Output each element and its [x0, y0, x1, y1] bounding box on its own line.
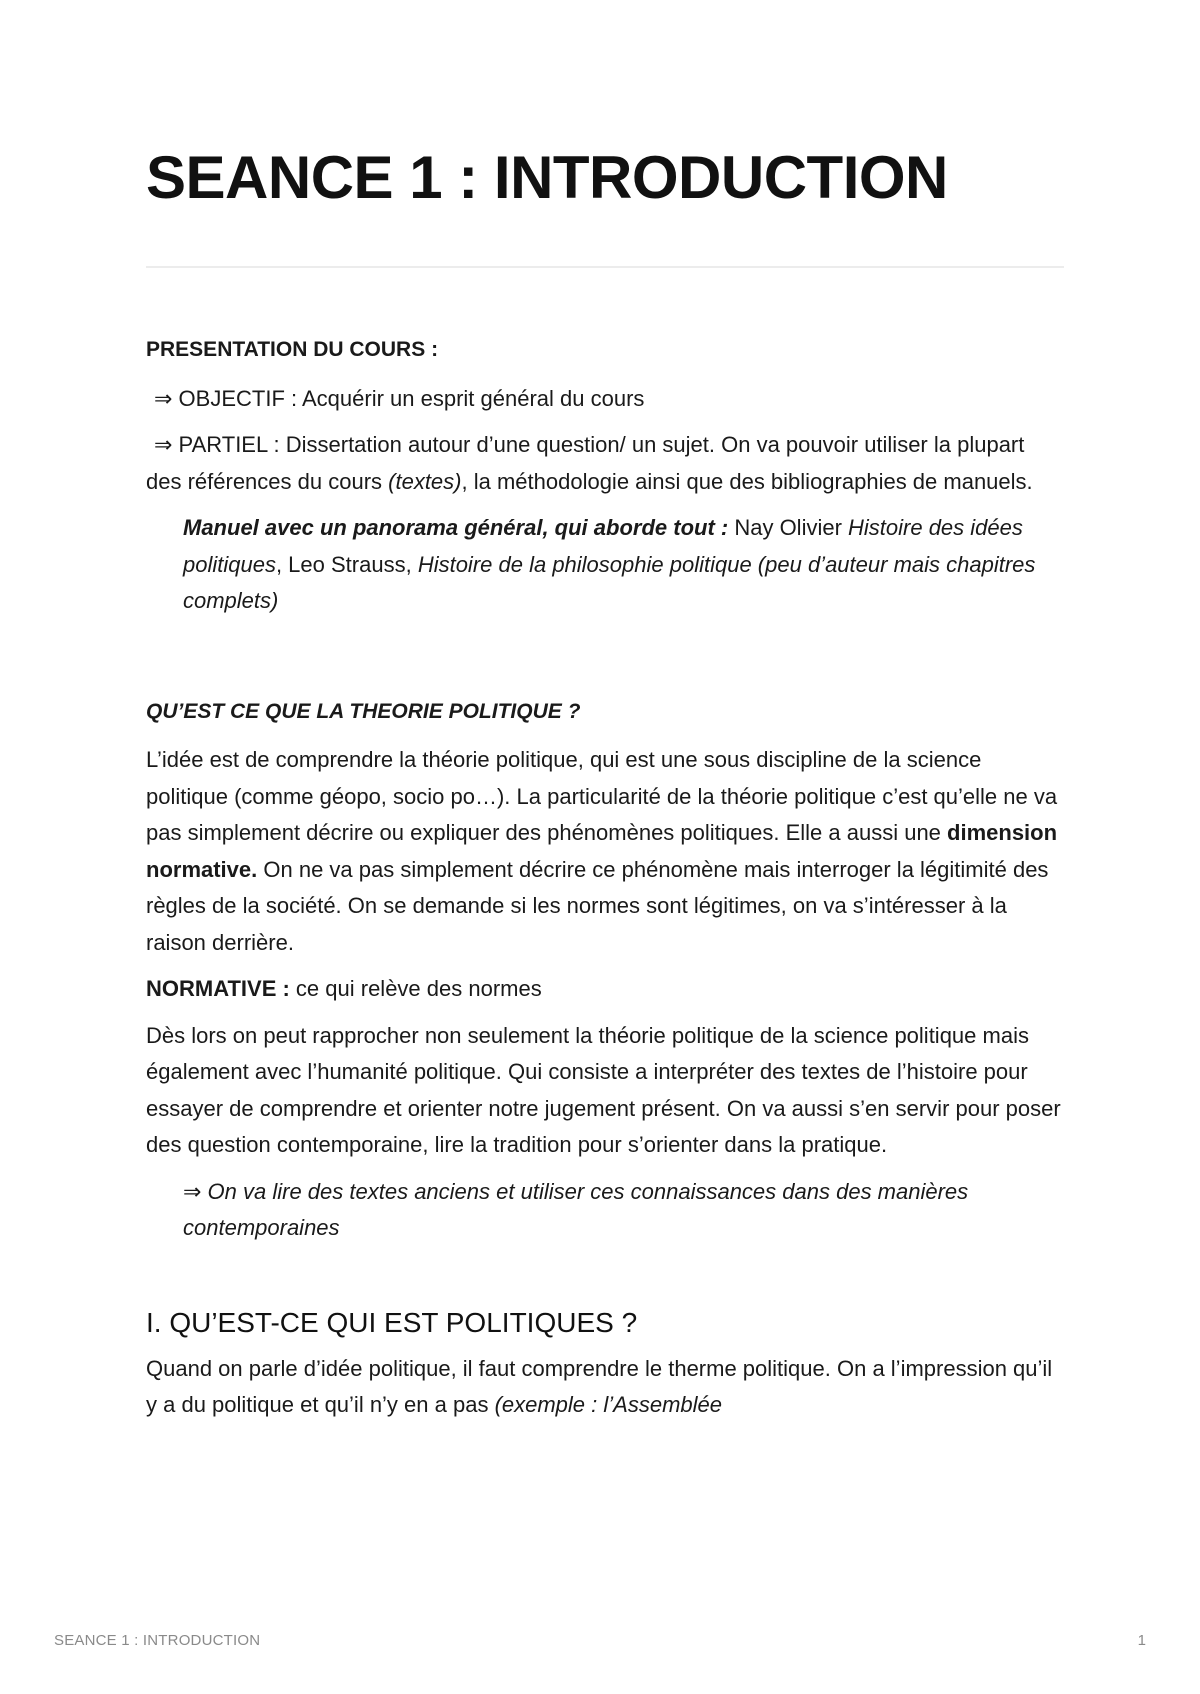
page-title: SEANCE 1 : INTRODUCTION [146, 144, 948, 211]
normative-term: NORMATIVE : [146, 976, 290, 1001]
partiel-item [146, 427, 1064, 500]
theorie-heading: QU’EST CE QUE LA THEORIE POLITIQUE ? [146, 699, 581, 723]
theorie-paragraph-2: Dès lors on peut rapprocher non seulement la théorie politique de la science politique mais également avec l’humanité politique. Qui consiste a interpréter des textes de l’histoire pour essayer de comprendre et orienter notre jugement présent. On va aussi s’en servir pour poser des question contemporaine, lire la tradition pour s’orienter dans la pratique. [146, 1022, 1061, 1157]
section-1-text: Quand on parle d’idée politique, il faut comprendre le therme politique. On a l’impression qu’il y a du politique et qu’il n’y en a pas [146, 1355, 1053, 1417]
normative-def: ce qui relève des normes [289, 976, 542, 1001]
manuel-book-2: Histoire de la philosophie politique (peu d’auteur mais chapitres complets) [183, 551, 1036, 613]
manuel-quote [146, 510, 1064, 620]
footer-title: SEANCE 1 : INTRODUCTION [54, 1632, 261, 1649]
document-body [146, 332, 1064, 1424]
theorie-paragraph-1 [146, 742, 1064, 961]
page-number: 1 [1137, 1632, 1146, 1649]
manuel-author-1: Nay Olivier [728, 515, 849, 540]
section-1-italic: (exemple : l’Assemblée [494, 1392, 722, 1417]
section-1-paragraph [146, 1351, 1064, 1424]
manuel-author-2: , Leo Strauss, [275, 551, 418, 577]
objectif-item: ⇒ OBJECTIF : Acquérir un esprit général du cours [154, 385, 645, 411]
partiel-text: ⇒ PARTIEL : Dissertation autour d’une question/ un sujet. On va pouvoir utiliser la plupart des références du cours [146, 432, 1025, 494]
title-divider [146, 266, 1064, 268]
theorie-p1-text-end: On ne va pas simplement décrire ce phénomène mais interroger la légitimité des règles de la société. On se demande si les normes sont légitimes, on va s’intéresser à la raison derrière. [146, 856, 1049, 955]
normative-definition [146, 971, 1064, 1008]
partiel-italic: (textes) [388, 468, 462, 494]
section-1-heading: I. QU’EST-CE QUI EST POLITIQUES ? [146, 1306, 638, 1338]
presentation-heading: PRESENTATION DU COURS : [146, 338, 439, 361]
partiel-text-end: , la méthodologie ainsi que des bibliographies de manuels. [461, 468, 1033, 494]
theorie-p1-bold: dimension normative. [146, 820, 1058, 882]
theorie-note: ⇒ On va lire des textes anciens et utiliser ces connaissances dans des manières contemporaines [183, 1178, 969, 1240]
manuel-book-1: Histoire des idées politiques [183, 515, 1023, 577]
manuel-lead: Manuel avec un panorama général, qui aborde tout : [183, 515, 729, 540]
theorie-p1-text: L’idée est de comprendre la théorie politique, qui est une sous discipline de la science politique (comme géopo, socio po…). La particularité de la théorie politique c’est qu’elle ne va pas simplement décrire ou expliquer des phénomènes politiques. Elle a aussi une [146, 747, 1058, 845]
